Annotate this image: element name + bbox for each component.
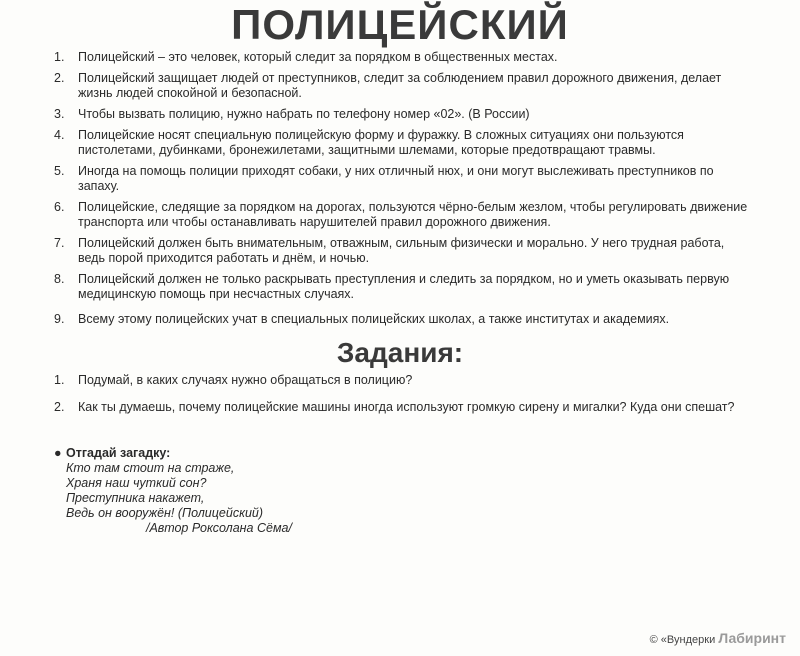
list-item	[50, 400, 750, 415]
item-number: 2.	[54, 400, 65, 414]
list-item	[50, 200, 750, 230]
riddle-heading	[54, 446, 454, 461]
item-number: 3.	[54, 107, 65, 121]
item-text: Полицейский должен быть внимательным, отважным, сильным физически и морально. У него трудная работа, ведь порой приходится работать и днём, и ночью.	[78, 236, 725, 265]
item-text: Иногда на помощь полиции приходят собаки, у них отличный нюх, и они могут выслеживать преступников по запаху.	[78, 164, 714, 193]
item-text: Всему этому полицейских учат в специальных полицейских школах, а также институтах и академиях.	[78, 312, 670, 326]
item-text: Полицейские носят специальную полицейскую форму и фуражку. В сложных ситуациях они пользуются пистолетами, дубинками, бронежилетами, защитными шлемами, которые предотвращают травмы.	[78, 128, 684, 157]
item-number: 2.	[54, 71, 65, 85]
tasks-heading: Задания:	[336, 337, 464, 368]
list-item	[50, 128, 750, 158]
poem-line: Преступника накажет,	[66, 491, 205, 505]
item-number: 9.	[54, 312, 65, 326]
poem-line: Кто там стоит на страже,	[66, 461, 235, 475]
item-text: Полицейский защищает людей от преступников, следит за соблюдением правил дорожного движения, делает жизнь людей спокойной и безопасной.	[78, 71, 722, 100]
item-text: Чтобы вызвать полицию, нужно набрать по телефону номер «02». (В России)	[78, 107, 530, 121]
list-item	[50, 71, 750, 101]
item-number: 1.	[54, 50, 65, 64]
page-title: ПОЛИЦЕЙСКИЙ	[231, 1, 569, 48]
list-item	[50, 164, 750, 194]
item-text: Подумай, в каких случаях нужно обращаться в полицию?	[78, 373, 413, 387]
item-number: 7.	[54, 236, 65, 250]
tasks-list	[50, 373, 750, 427]
facts-list	[50, 50, 750, 333]
poem-line: Храня наш чуткий сон?	[66, 476, 207, 490]
item-number: 4.	[54, 128, 65, 142]
poem-author: /Автор Роксолана Сёма/	[146, 521, 292, 535]
list-item	[50, 373, 750, 388]
item-text: Полицейский – это человек, который следит за порядком в общественных местах.	[78, 50, 558, 64]
copyright-text: © «Вундерки	[649, 634, 716, 646]
riddle-heading-text: Отгадай загадку:	[66, 446, 171, 460]
list-item	[50, 312, 750, 327]
list-item	[50, 272, 750, 302]
item-number: 8.	[54, 272, 65, 286]
list-item	[50, 107, 750, 122]
watermark: Лабиринт	[718, 630, 786, 646]
list-item	[50, 236, 750, 266]
item-number: 6.	[54, 200, 65, 214]
item-text: Полицейский должен не только раскрывать преступления и следить за порядком, но и уметь оказывать первую медицинскую помощь при несчастных случаях.	[78, 272, 730, 301]
poem-line: Ведь он вооружён! (Полицейский)	[66, 506, 264, 520]
item-text: Как ты думаешь, почему полицейские машины иногда используют громкую сирену и мигалки? Куда они спешат?	[78, 400, 735, 414]
item-number: 5.	[54, 164, 65, 178]
item-text: Полицейские, следящие за порядком на дорогах, пользуются чёрно-белым жезлом, чтобы регулировать движение транспорта или чтобы останавливать нарушителей правил дорожного движения.	[78, 200, 748, 229]
bullet-icon: ●	[54, 446, 62, 460]
list-item	[50, 50, 750, 65]
item-number: 1.	[54, 373, 65, 387]
riddle-section	[54, 446, 454, 536]
footer-copyright	[650, 630, 786, 646]
riddle-poem	[66, 461, 454, 536]
